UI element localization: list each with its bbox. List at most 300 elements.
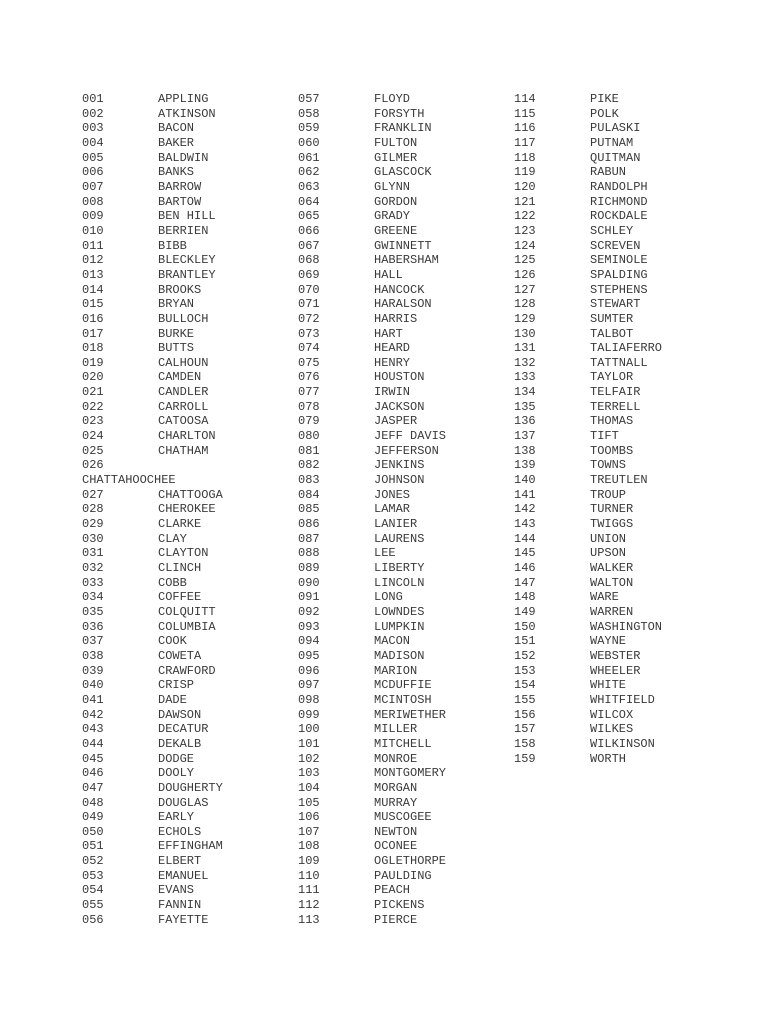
county-code: 023 <box>82 414 104 429</box>
county-name: MONROE <box>374 751 418 766</box>
county-name: CLAY <box>158 531 187 546</box>
county-code: 011 <box>82 238 104 253</box>
county-row <box>298 224 508 239</box>
county-row <box>514 151 724 166</box>
county-name: GLYNN <box>374 179 411 194</box>
county-row <box>82 341 292 356</box>
county-row <box>82 576 292 591</box>
county-row <box>298 253 508 268</box>
county-row <box>514 444 724 459</box>
county-row <box>514 356 724 371</box>
county-name: JOHNSON <box>374 473 425 488</box>
county-code: 072 <box>298 311 320 326</box>
county-name: SEMINOLE <box>590 253 648 268</box>
county-code: 057 <box>298 92 320 106</box>
county-row <box>298 634 508 649</box>
county-row <box>298 429 508 444</box>
county-code: 067 <box>298 238 320 253</box>
county-name: BACON <box>158 121 195 136</box>
county-name: FANNIN <box>158 898 202 913</box>
county-code: 052 <box>82 854 104 869</box>
county-code: 099 <box>298 707 320 722</box>
county-code: 085 <box>298 502 320 517</box>
county-code: 068 <box>298 253 320 268</box>
county-row <box>514 312 724 327</box>
county-row <box>298 327 508 342</box>
county-row <box>298 458 508 473</box>
county-name: CHARLTON <box>158 429 216 444</box>
county-name: WILKES <box>590 722 634 737</box>
county-row <box>514 532 724 547</box>
county-row <box>514 268 724 283</box>
county-code: 103 <box>298 766 320 781</box>
county-row <box>298 737 508 752</box>
county-row <box>514 209 724 224</box>
county-code: 048 <box>82 795 104 810</box>
county-code: 117 <box>514 135 536 150</box>
county-row <box>298 590 508 605</box>
county-row <box>514 649 724 664</box>
county-code: 051 <box>82 839 104 854</box>
county-code: 054 <box>82 883 104 898</box>
county-code: 069 <box>298 267 320 282</box>
county-code: 140 <box>514 473 536 488</box>
county-name: PULASKI <box>590 121 641 136</box>
county-code: 109 <box>298 854 320 869</box>
county-name: EFFINGHAM <box>158 839 223 854</box>
county-code: 120 <box>514 179 536 194</box>
county-name: CHATHAM <box>158 443 209 458</box>
county-code: 104 <box>298 780 320 795</box>
county-row <box>514 400 724 415</box>
county-row <box>82 429 292 444</box>
county-code: 075 <box>298 355 320 370</box>
county-name: LINCOLN <box>374 575 425 590</box>
county-name: PIERCE <box>374 912 418 927</box>
county-name: BEN HILL <box>158 209 216 224</box>
county-name: BRANTLEY <box>158 267 216 282</box>
county-name: LUMPKIN <box>374 619 425 634</box>
county-name: PEACH <box>374 883 411 898</box>
county-row <box>82 532 292 547</box>
county-row <box>82 766 292 781</box>
county-code: 020 <box>82 370 104 385</box>
county-name: WHITFIELD <box>590 692 655 707</box>
county-code: 092 <box>298 604 320 619</box>
county-name: HANCOCK <box>374 282 425 297</box>
county-name: RICHMOND <box>590 194 648 209</box>
county-row <box>298 825 508 840</box>
county-column-2 <box>298 92 508 927</box>
county-code: 105 <box>298 795 320 810</box>
county-row <box>514 737 724 752</box>
county-row <box>82 209 292 224</box>
county-name: BARTOW <box>158 194 202 209</box>
county-name: CRISP <box>158 678 195 693</box>
county-row <box>298 136 508 151</box>
county-code: 033 <box>82 575 104 590</box>
county-row <box>82 561 292 576</box>
county-name: GILMER <box>374 150 418 165</box>
county-row <box>82 195 292 210</box>
county-name: WHEELER <box>590 663 641 678</box>
county-code: 129 <box>514 311 536 326</box>
county-row <box>298 312 508 327</box>
county-row <box>82 839 292 854</box>
county-row <box>82 883 292 898</box>
county-row <box>298 854 508 869</box>
county-code: 013 <box>82 267 104 282</box>
county-code: 152 <box>514 648 536 663</box>
county-row <box>298 341 508 356</box>
county-code: 035 <box>82 604 104 619</box>
county-name: GRADY <box>374 209 411 224</box>
county-code: 131 <box>514 341 536 356</box>
county-row <box>82 385 292 400</box>
county-name: HOUSTON <box>374 370 425 385</box>
county-code: 079 <box>298 414 320 429</box>
county-name: BUTTS <box>158 341 195 356</box>
county-code: 145 <box>514 546 536 561</box>
county-row <box>514 283 724 298</box>
county-code: 063 <box>298 179 320 194</box>
county-name: COLQUITT <box>158 604 216 619</box>
county-row <box>298 502 508 517</box>
county-row <box>298 195 508 210</box>
county-code: 043 <box>82 722 104 737</box>
county-row <box>298 268 508 283</box>
county-name: WHITE <box>590 678 627 693</box>
county-code: 044 <box>82 736 104 751</box>
county-name: COWETA <box>158 648 202 663</box>
county-code: 003 <box>82 121 104 136</box>
county-name: TOWNS <box>590 458 627 473</box>
county-code: 107 <box>298 824 320 839</box>
county-row <box>514 678 724 693</box>
county-row <box>82 107 292 122</box>
county-code: 041 <box>82 692 104 707</box>
county-name: APPLING <box>158 92 209 106</box>
county-row <box>298 209 508 224</box>
county-code: 078 <box>298 399 320 414</box>
county-row <box>82 224 292 239</box>
county-code: 065 <box>298 209 320 224</box>
county-row <box>82 414 292 429</box>
county-row <box>298 107 508 122</box>
county-code: 070 <box>298 282 320 297</box>
county-row <box>514 224 724 239</box>
county-row <box>298 722 508 737</box>
county-code: 077 <box>298 385 320 400</box>
county-name: JACKSON <box>374 399 425 414</box>
county-name: HABERSHAM <box>374 253 439 268</box>
county-row <box>298 400 508 415</box>
county-row <box>82 781 292 796</box>
county-code: 083 <box>298 473 320 488</box>
county-name: JEFFERSON <box>374 443 439 458</box>
county-code: 040 <box>82 678 104 693</box>
county-name: DOUGHERTY <box>158 780 223 795</box>
county-code: 133 <box>514 370 536 385</box>
county-name: OGLETHORPE <box>374 854 447 869</box>
county-code: 016 <box>82 311 104 326</box>
county-row <box>82 620 292 635</box>
county-name: CANDLER <box>158 385 209 400</box>
county-code: 115 <box>514 106 536 121</box>
county-name: WALTON <box>590 575 634 590</box>
county-code: 007 <box>82 179 104 194</box>
county-row <box>298 283 508 298</box>
county-name: MORGAN <box>374 780 418 795</box>
county-row <box>514 121 724 136</box>
county-row <box>514 239 724 254</box>
county-row <box>298 693 508 708</box>
county-name: BROOKS <box>158 282 202 297</box>
county-row <box>298 532 508 547</box>
county-row <box>298 869 508 884</box>
county-row <box>82 253 292 268</box>
county-code: 066 <box>298 223 320 238</box>
county-name: LAURENS <box>374 531 425 546</box>
county-code: 119 <box>514 165 536 180</box>
county-code: 151 <box>514 634 536 649</box>
county-row <box>82 605 292 620</box>
county-name: NEWTON <box>374 824 418 839</box>
county-code: 143 <box>514 517 536 532</box>
county-name: WAYNE <box>590 634 627 649</box>
county-row <box>298 546 508 561</box>
county-name: HEARD <box>374 341 411 356</box>
county-code: 125 <box>514 253 536 268</box>
county-row <box>298 297 508 312</box>
county-code: 010 <box>82 223 104 238</box>
county-row <box>514 561 724 576</box>
county-code: 026 <box>82 458 104 473</box>
county-row <box>298 796 508 811</box>
county-code: 158 <box>514 736 536 751</box>
county-code: 087 <box>298 531 320 546</box>
county-row <box>82 634 292 649</box>
county-name: WALKER <box>590 561 634 575</box>
county-name: FRANKLIN <box>374 121 432 136</box>
county-row <box>514 708 724 723</box>
county-row <box>298 620 508 635</box>
county-code: 100 <box>298 722 320 737</box>
county-code: 149 <box>514 604 536 619</box>
county-name: SCREVEN <box>590 238 641 253</box>
county-name: DAWSON <box>158 707 202 722</box>
county-row <box>82 810 292 825</box>
county-row <box>298 576 508 591</box>
county-code: 146 <box>514 561 536 575</box>
county-code: 059 <box>298 121 320 136</box>
county-name: JENKINS <box>374 458 425 473</box>
county-name: POLK <box>590 106 619 121</box>
county-code: 017 <box>82 326 104 341</box>
county-row <box>298 839 508 854</box>
county-name: LONG <box>374 590 403 605</box>
county-row <box>514 165 724 180</box>
county-name: SUMTER <box>590 311 634 326</box>
county-code: 159 <box>514 751 536 766</box>
county-row <box>514 605 724 620</box>
county-code: 137 <box>514 429 536 444</box>
county-row <box>298 488 508 503</box>
county-code: 012 <box>82 253 104 268</box>
county-name: LOWNDES <box>374 604 425 619</box>
county-code: 062 <box>298 165 320 180</box>
county-row <box>82 283 292 298</box>
county-row <box>82 737 292 752</box>
county-code: 053 <box>82 868 104 883</box>
county-code: 147 <box>514 575 536 590</box>
county-code: 112 <box>298 898 320 913</box>
county-row <box>298 810 508 825</box>
county-name: RANDOLPH <box>590 179 648 194</box>
county-code: 055 <box>82 898 104 913</box>
county-row <box>298 151 508 166</box>
county-row <box>514 136 724 151</box>
county-column-1 <box>82 92 292 927</box>
county-row <box>514 327 724 342</box>
county-row <box>298 370 508 385</box>
county-row <box>298 239 508 254</box>
county-code: 113 <box>298 912 320 927</box>
county-row <box>82 312 292 327</box>
county-name: PUTNAM <box>590 135 634 150</box>
county-row <box>298 180 508 195</box>
county-name: ATKINSON <box>158 106 216 121</box>
county-name: UPSON <box>590 546 627 561</box>
county-row <box>82 165 292 180</box>
county-code: 005 <box>82 150 104 165</box>
county-row <box>82 796 292 811</box>
county-code: 095 <box>298 648 320 663</box>
county-row <box>514 341 724 356</box>
county-name: WARREN <box>590 604 634 619</box>
county-name: UNION <box>590 531 627 546</box>
county-name: BULLOCH <box>158 311 209 326</box>
county-name: SPALDING <box>590 267 648 282</box>
county-row <box>514 546 724 561</box>
county-code: 030 <box>82 531 104 546</box>
county-row <box>82 268 292 283</box>
county-code: 042 <box>82 707 104 722</box>
county-code: 038 <box>82 648 104 663</box>
county-name: FAYETTE <box>158 912 209 927</box>
county-name: HARALSON <box>374 297 432 312</box>
county-code: 036 <box>82 619 104 634</box>
county-code: 130 <box>514 326 536 341</box>
county-name: HALL <box>374 267 403 282</box>
county-code: 037 <box>82 634 104 649</box>
county-code: 093 <box>298 619 320 634</box>
county-name: JASPER <box>374 414 418 429</box>
county-code: 074 <box>298 341 320 356</box>
county-name: MITCHELL <box>374 736 432 751</box>
county-code: 138 <box>514 443 536 458</box>
county-name: FORSYTH <box>374 106 425 121</box>
county-row <box>82 664 292 679</box>
county-row <box>82 121 292 136</box>
county-code: 015 <box>82 297 104 312</box>
county-name: CATOOSA <box>158 414 209 429</box>
county-code: 132 <box>514 355 536 370</box>
county-name: THOMAS <box>590 414 634 429</box>
county-name: IRWIN <box>374 385 411 400</box>
county-row <box>298 678 508 693</box>
county-name: TREUTLEN <box>590 473 648 488</box>
county-name: LIBERTY <box>374 561 425 575</box>
county-code: 097 <box>298 678 320 693</box>
county-name: DOUGLAS <box>158 795 209 810</box>
county-name: QUITMAN <box>590 150 641 165</box>
county-name: HART <box>374 326 403 341</box>
county-code: 073 <box>298 326 320 341</box>
county-name: TERRELL <box>590 399 641 414</box>
county-name: PIKE <box>590 92 619 106</box>
county-code: 039 <box>82 663 104 678</box>
county-name: ELBERT <box>158 854 202 869</box>
county-code: 110 <box>298 868 320 883</box>
county-row <box>82 752 292 767</box>
county-row <box>514 502 724 517</box>
county-row <box>82 136 292 151</box>
county-row <box>82 327 292 342</box>
county-name: CLARKE <box>158 517 202 532</box>
county-code: 045 <box>82 751 104 766</box>
county-row-wrapped <box>82 473 292 488</box>
county-name: BAKER <box>158 135 195 150</box>
county-code: 114 <box>514 92 536 106</box>
county-code: 019 <box>82 355 104 370</box>
county-name: CHATTOOGA <box>158 487 223 502</box>
county-name: MILLER <box>374 722 418 737</box>
county-row <box>514 722 724 737</box>
county-name: BRYAN <box>158 297 195 312</box>
county-row <box>82 678 292 693</box>
county-code: 031 <box>82 546 104 561</box>
county-row <box>82 517 292 532</box>
county-row <box>514 92 724 107</box>
county-name: BARROW <box>158 179 202 194</box>
county-name: CAMDEN <box>158 370 202 385</box>
county-name: MCINTOSH <box>374 692 432 707</box>
county-row <box>82 693 292 708</box>
county-name: CLAYTON <box>158 546 209 561</box>
county-name: COBB <box>158 575 187 590</box>
county-code: 058 <box>298 106 320 121</box>
county-name: CALHOUN <box>158 355 209 370</box>
county-code: 018 <box>82 341 104 356</box>
county-name: COFFEE <box>158 590 202 605</box>
county-name: WILCOX <box>590 707 634 722</box>
county-name: BERRIEN <box>158 223 209 238</box>
county-name: ECHOLS <box>158 824 202 839</box>
county-name: WARE <box>590 590 619 605</box>
county-code: 128 <box>514 297 536 312</box>
county-row <box>82 370 292 385</box>
county-name: WORTH <box>590 751 627 766</box>
county-code: 121 <box>514 194 536 209</box>
county-code: 101 <box>298 736 320 751</box>
county-name: SCHLEY <box>590 223 634 238</box>
county-code: 111 <box>298 883 320 898</box>
county-code: 071 <box>298 297 320 312</box>
county-column-3 <box>514 92 724 766</box>
county-code: 134 <box>514 385 536 400</box>
county-name: EARLY <box>158 810 195 825</box>
